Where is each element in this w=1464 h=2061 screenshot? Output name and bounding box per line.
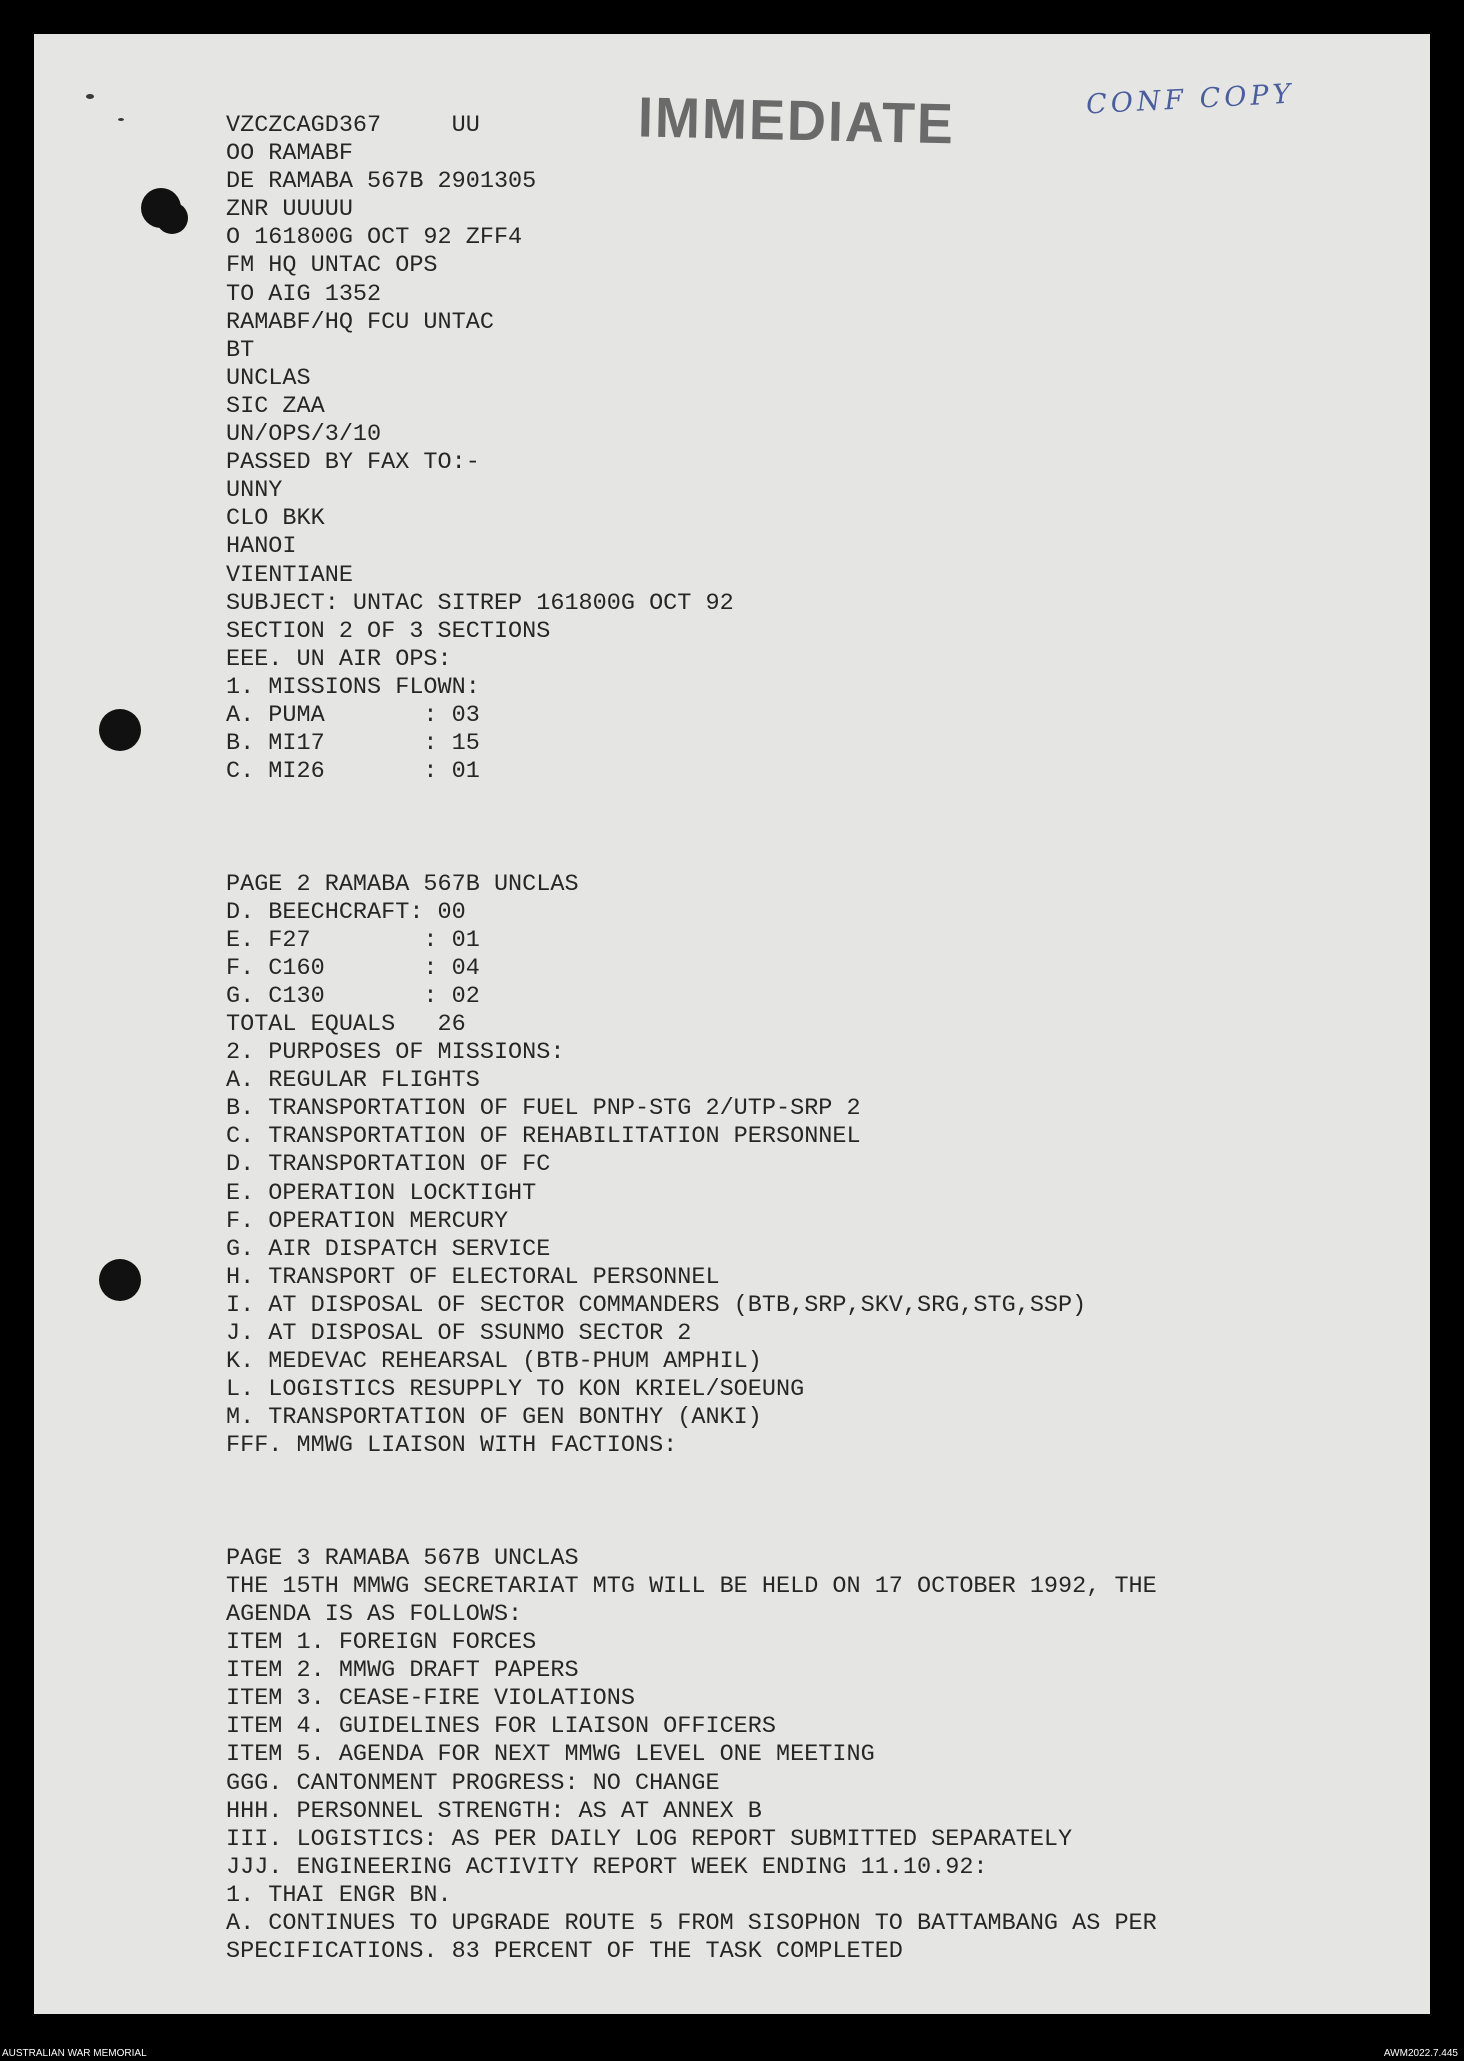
message-line: ITEM 3. CEASE-FIRE VIOLATIONS [226, 1685, 635, 1713]
message-line: THE 15TH MMWG SECRETARIAT MTG WILL BE HELD ON 17 OCTOBER 1992, THE [226, 1572, 1157, 1600]
message-line: SIC ZAA [226, 392, 325, 420]
message-line: RAMABF/HQ FCU UNTAC [226, 308, 494, 336]
message-line: B. TRANSPORTATION OF FUEL PNP-STG 2/UTP-SRP 2 [226, 1095, 861, 1123]
message-line: F. C160 : 04 [226, 954, 480, 982]
handwritten-note: CONF COPY [1085, 78, 1296, 121]
message-line: ZNR UUUUU [226, 196, 353, 224]
message-line: SUBJECT: UNTAC SITREP 161800G OCT 92 [226, 589, 734, 617]
footer-accession-number: AWM2022.7.445 [1383, 2048, 1458, 2059]
message-line: UNNY [226, 477, 283, 505]
message-line: UNCLAS [226, 364, 311, 392]
message-line: PAGE 3 RAMABA 567B UNCLAS [226, 1544, 579, 1572]
message-line: VIENTIANE [226, 561, 353, 589]
punch-hole-top [156, 202, 188, 234]
punch-hole-bottom [99, 1259, 141, 1301]
message-line: HANOI [226, 533, 297, 561]
message-line: SECTION 2 OF 3 SECTIONS [226, 617, 551, 645]
message-line: G. C130 : 02 [226, 982, 480, 1010]
message-line: B. MI17 : 15 [226, 730, 480, 758]
smudge-mark [118, 118, 124, 121]
message-line: 1. THAI ENGR BN. [226, 1881, 452, 1909]
immediate-stamp: IMMEDIATE [637, 86, 956, 156]
message-line: A. PUMA : 03 [226, 701, 480, 729]
message-line: I. AT DISPOSAL OF SECTOR COMMANDERS (BTB,SRP,SKV,SRG,STG,SSP) [226, 1291, 1087, 1319]
message-line: L. LOGISTICS RESUPPLY TO KON KRIEL/SOEUNG [226, 1376, 805, 1404]
punch-hole-middle [99, 709, 141, 751]
message-line: CLO BKK [226, 505, 325, 533]
message-line: J. AT DISPOSAL OF SSUNMO SECTOR 2 [226, 1320, 692, 1348]
message-line: 1. MISSIONS FLOWN: [226, 673, 480, 701]
message-line: ITEM 4. GUIDELINES FOR LIAISON OFFICERS [226, 1713, 776, 1741]
message-line: M. TRANSPORTATION OF GEN BONTHY (ANKI) [226, 1404, 762, 1432]
message-line: O 161800G OCT 92 ZFF4 [226, 224, 523, 252]
smudge-mark [86, 94, 94, 99]
message-line: H. TRANSPORT OF ELECTORAL PERSONNEL [226, 1263, 720, 1291]
message-line: ITEM 5. AGENDA FOR NEXT MMWG LEVEL ONE MEETING [226, 1741, 875, 1769]
message-line: EEE. UN AIR OPS: [226, 645, 452, 673]
message-body [226, 112, 1157, 1966]
message-line: JJJ. ENGINEERING ACTIVITY REPORT WEEK ENDING 11.10.92: [226, 1853, 988, 1881]
message-line: GGG. CANTONMENT PROGRESS: NO CHANGE [226, 1769, 720, 1797]
message-line: SPECIFICATIONS. 83 PERCENT OF THE TASK COMPLETED [226, 1938, 903, 1966]
message-line: UN/OPS/3/10 [226, 421, 382, 449]
message-line: A. REGULAR FLIGHTS [226, 1067, 480, 1095]
message-line: FM HQ UNTAC OPS [226, 252, 438, 280]
message-line: E. OPERATION LOCKTIGHT [226, 1179, 537, 1207]
message-line: AGENDA IS AS FOLLOWS: [226, 1600, 523, 1628]
message-line: DE RAMABA 567B 2901305 [226, 168, 537, 196]
footer-institution: AUSTRALIAN WAR MEMORIAL [2, 2048, 147, 2059]
message-line: D. TRANSPORTATION OF FC [226, 1151, 551, 1179]
message-line: F. OPERATION MERCURY [226, 1207, 509, 1235]
message-line: VZCZCAGD367 UU [226, 112, 480, 139]
message-line: A. CONTINUES TO UPGRADE ROUTE 5 FROM SISOPHON TO BATTAMBANG AS PER [226, 1910, 1157, 1937]
message-line: TOTAL EQUALS 26 [226, 1011, 466, 1038]
message-line: OO RAMABF [226, 140, 353, 168]
message-line: TO AIG 1352 [226, 280, 382, 308]
message-line: HHH. PERSONNEL STRENGTH: AS AT ANNEX B [226, 1797, 762, 1825]
message-line: FFF. MMWG LIAISON WITH FACTIONS: [226, 1432, 678, 1460]
message-line: C. MI26 : 01 [226, 758, 480, 786]
message-line: E. F27 : 01 [226, 926, 480, 954]
message-line: K. MEDEVAC REHEARSAL (BTB-PHUM AMPHIL) [226, 1348, 762, 1376]
message-line: D. BEECHCRAFT: 00 [226, 898, 466, 926]
message-line: ITEM 1. FOREIGN FORCES [226, 1629, 537, 1657]
document-page [34, 34, 1430, 2014]
message-line: PAGE 2 RAMABA 567B UNCLAS [226, 870, 579, 898]
message-line: BT [226, 336, 255, 364]
message-line: ITEM 2. MMWG DRAFT PAPERS [226, 1657, 579, 1685]
message-line: 2. PURPOSES OF MISSIONS: [226, 1039, 565, 1067]
message-line: PASSED BY FAX TO:- [226, 449, 480, 477]
message-line: III. LOGISTICS: AS PER DAILY LOG REPORT SUBMITTED SEPARATELY [226, 1825, 1073, 1853]
message-line: G. AIR DISPATCH SERVICE [226, 1235, 551, 1263]
message-line: C. TRANSPORTATION OF REHABILITATION PERSONNEL [226, 1123, 861, 1151]
